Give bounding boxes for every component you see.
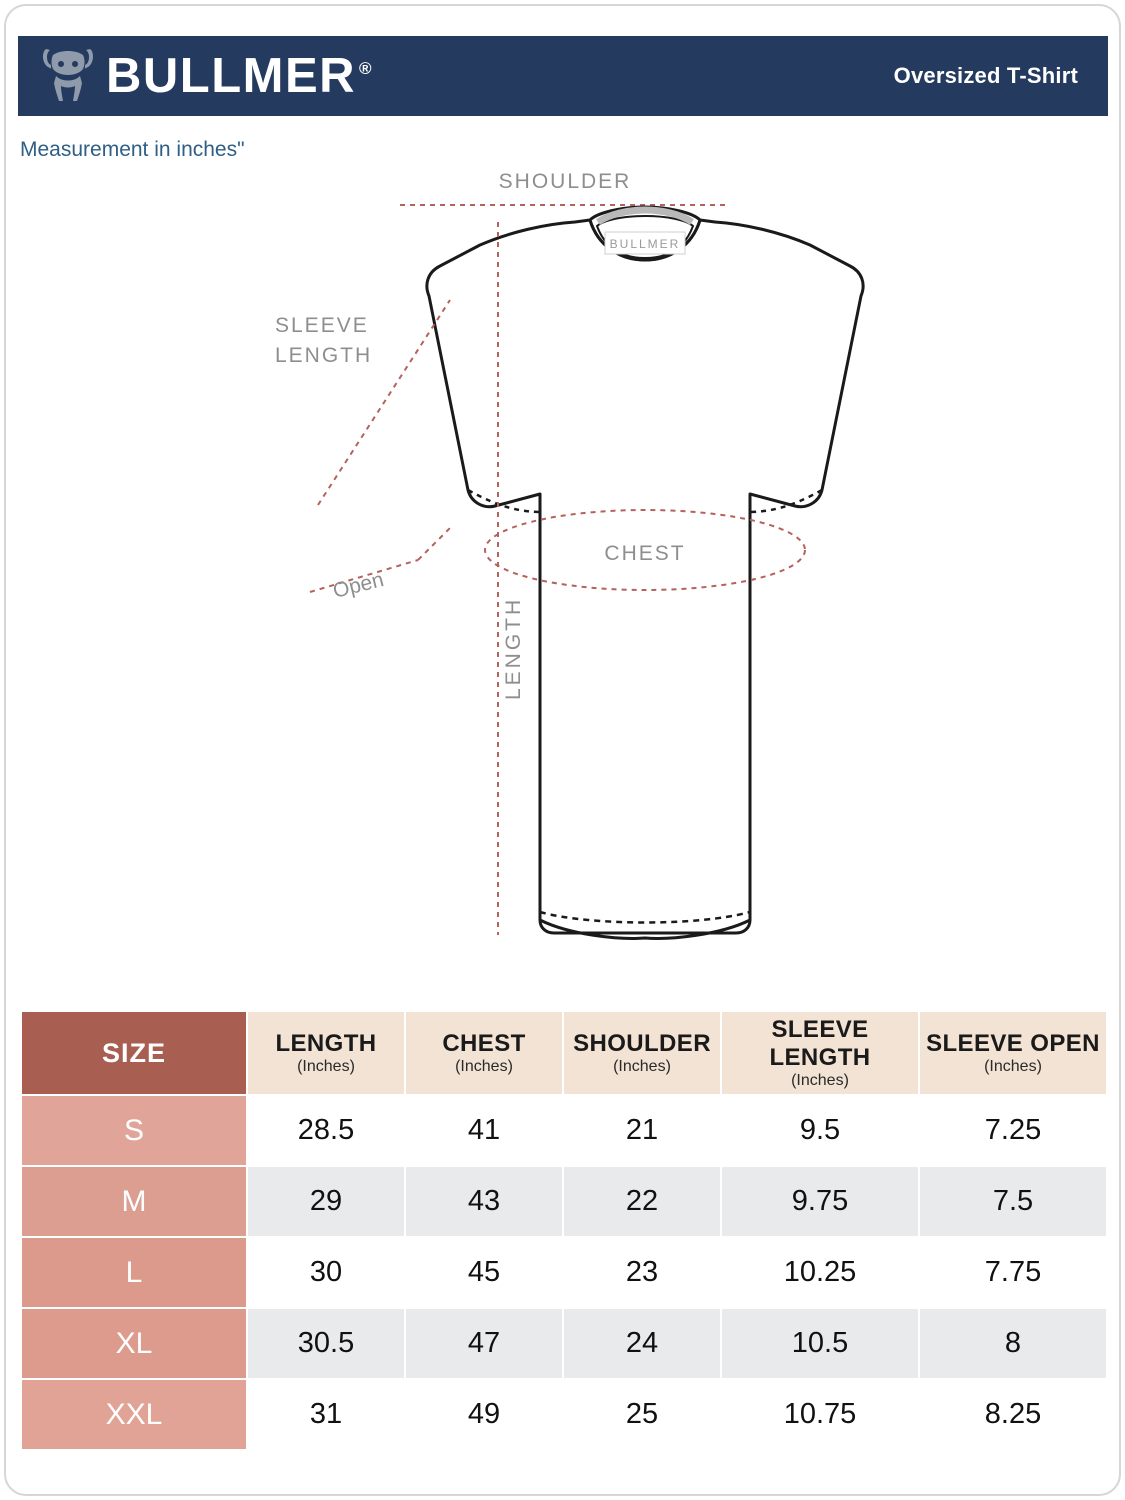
table-header-chest xyxy=(405,1011,563,1095)
registered-mark: ® xyxy=(359,59,374,79)
label-length: LENGTH xyxy=(502,596,525,700)
table-header-shoulder-sub: (Inches) xyxy=(613,1058,671,1076)
cell-xl-length: 30.5 xyxy=(247,1308,405,1379)
cell-m-chest: 43 xyxy=(405,1166,563,1237)
product-title: Oversized T-Shirt xyxy=(893,63,1078,88)
cell-s-sleeve-length: 9.5 xyxy=(721,1095,919,1166)
table-header-length xyxy=(247,1011,405,1095)
table-header-length-main: LENGTH xyxy=(275,1029,377,1057)
table-header-sleeve-open-main: SLEEVE OPEN xyxy=(926,1029,1100,1057)
table-row xyxy=(21,1308,1107,1379)
table-header-sleeve-open-sub: (Inches) xyxy=(984,1058,1042,1076)
cell-s-length: 28.5 xyxy=(247,1095,405,1166)
cell-l-chest: 45 xyxy=(405,1237,563,1308)
table-header-sleeve-length-sub: (Inches) xyxy=(791,1072,849,1090)
row-size-l: L xyxy=(21,1237,247,1308)
cell-s-shoulder: 21 xyxy=(563,1095,721,1166)
cell-xxl-length: 31 xyxy=(247,1379,405,1450)
row-size-m: M xyxy=(21,1166,247,1237)
table-header-size: SIZE xyxy=(21,1011,247,1095)
table-header-shoulder xyxy=(563,1011,721,1095)
t-shirt-outline-icon xyxy=(150,160,980,980)
table-header-chest-sub: (Inches) xyxy=(455,1058,513,1076)
table-header-sleeve-length-main: SLEEVE LENGTH xyxy=(769,1016,871,1071)
table-row xyxy=(21,1095,1107,1166)
label-sleeve-length-line2: LENGTH xyxy=(275,344,373,367)
header-bar xyxy=(18,36,1108,116)
brand-block xyxy=(40,45,373,107)
cell-xl-shoulder: 24 xyxy=(563,1308,721,1379)
measurement-caption: Measurement in inches" xyxy=(20,138,245,161)
table-header-sleeve-open xyxy=(919,1011,1107,1095)
cell-xxl-sleeve-open: 8.25 xyxy=(919,1379,1107,1450)
cell-l-sleeve-length: 10.25 xyxy=(721,1237,919,1308)
table-row xyxy=(21,1237,1107,1308)
table-header-row xyxy=(21,1011,1107,1095)
row-size-xl: XL xyxy=(21,1308,247,1379)
row-size-s: S xyxy=(21,1095,247,1166)
cell-l-length: 30 xyxy=(247,1237,405,1308)
row-size-xxl: XXL xyxy=(21,1379,247,1450)
cell-xl-sleeve-open: 8 xyxy=(919,1308,1107,1379)
cell-m-sleeve-open: 7.5 xyxy=(919,1166,1107,1237)
cell-m-length: 29 xyxy=(247,1166,405,1237)
size-chart-table xyxy=(20,1010,1108,1451)
cell-m-sleeve-length: 9.75 xyxy=(721,1166,919,1237)
cell-xl-sleeve-length: 10.5 xyxy=(721,1308,919,1379)
tshirt-illustration xyxy=(150,160,980,980)
cell-l-shoulder: 23 xyxy=(563,1237,721,1308)
cell-xl-chest: 47 xyxy=(405,1308,563,1379)
cell-xxl-sleeve-length: 10.75 xyxy=(721,1379,919,1450)
neck-tag-label: BULLMER xyxy=(609,237,681,251)
table-header-length-sub: (Inches) xyxy=(297,1058,355,1076)
label-chest: CHEST xyxy=(604,542,686,565)
cell-s-chest: 41 xyxy=(405,1095,563,1166)
brand-name: BULLMER ® xyxy=(106,48,374,103)
cell-xxl-chest: 49 xyxy=(405,1379,563,1450)
table-row xyxy=(21,1166,1107,1237)
cell-l-sleeve-open: 7.75 xyxy=(919,1237,1107,1308)
cell-xxl-shoulder: 25 xyxy=(563,1379,721,1450)
table-header-shoulder-main: SHOULDER xyxy=(573,1029,711,1057)
table-header-chest-main: CHEST xyxy=(442,1029,526,1057)
label-sleeve-open: Open xyxy=(330,568,387,603)
table-header-sleeve-length xyxy=(721,1011,919,1095)
label-shoulder: SHOULDER xyxy=(498,170,632,193)
table-row xyxy=(21,1379,1107,1450)
cell-m-shoulder: 22 xyxy=(563,1166,721,1237)
label-sleeve-length-line1: SLEEVE xyxy=(275,314,369,337)
bull-logo-icon xyxy=(40,45,96,107)
cell-s-sleeve-open: 7.25 xyxy=(919,1095,1107,1166)
